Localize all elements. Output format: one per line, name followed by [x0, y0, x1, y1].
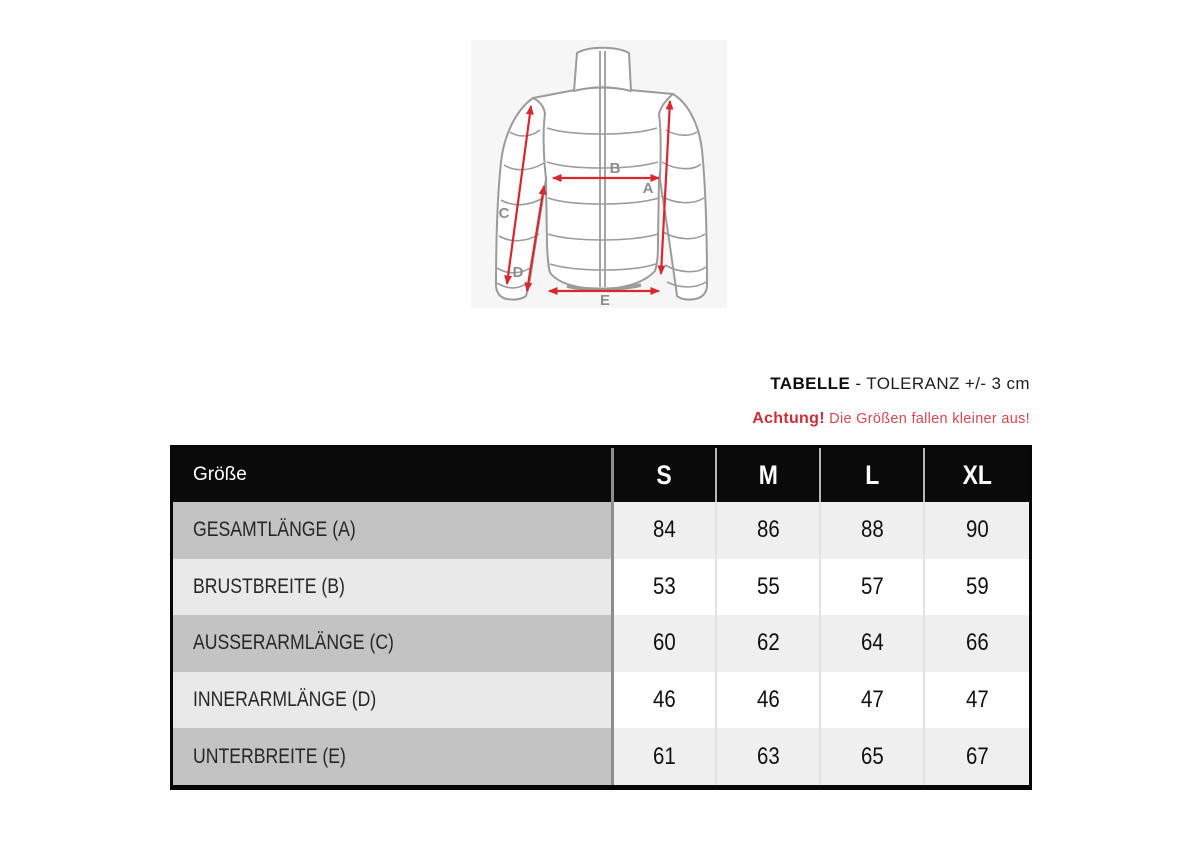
cell-brustbreite-xl: 59 — [923, 559, 1029, 616]
warning-note — [752, 410, 1030, 428]
row-label-ausserarmlaenge: AUSSERARMLÄNGE (C) — [173, 615, 611, 672]
cell-unterbreite-m: 63 — [715, 728, 819, 785]
cell-unterbreite-xl: 67 — [923, 728, 1029, 785]
row-label-brustbreite: BRUSTBREITE (B) — [173, 559, 611, 616]
cell-unterbreite-l: 65 — [819, 728, 923, 785]
size-table-corner-header — [173, 448, 611, 502]
tolerance-note-text: - TOLERANZ +/- 3 cm — [850, 374, 1030, 393]
cell-ausserarmlaenge-l: 64 — [819, 615, 923, 672]
label-a: A — [642, 180, 654, 197]
cell-ausserarmlaenge-xl: 66 — [923, 615, 1029, 672]
jacket-measurement-figure — [471, 40, 727, 308]
size-header-xl: XL — [923, 448, 1029, 502]
jacket-collar — [574, 48, 631, 91]
cell-gesamtlaenge-m: 86 — [715, 502, 819, 559]
cell-brustbreite-l: 57 — [819, 559, 923, 616]
corner-header-label: Größe — [193, 464, 247, 485]
size-header-s: S — [611, 448, 715, 502]
size-table — [170, 445, 1032, 790]
row-label-innerarmlaenge: INNERARMLÄNGE (D) — [173, 672, 611, 729]
right-sleeve-outline — [659, 94, 707, 300]
cell-gesamtlaenge-s: 84 — [611, 502, 715, 559]
label-e: E — [599, 292, 611, 308]
warning-text: Die Größen fallen kleiner aus! — [824, 411, 1030, 427]
label-c: C — [498, 205, 510, 222]
cell-brustbreite-m: 55 — [715, 559, 819, 616]
cell-unterbreite-s: 61 — [611, 728, 715, 785]
label-b: B — [609, 160, 621, 177]
size-header-m: M — [715, 448, 819, 502]
cell-innerarmlaenge-l: 47 — [819, 672, 923, 729]
cell-innerarmlaenge-xl: 47 — [923, 672, 1029, 729]
row-label-gesamtlaenge: GESAMTLÄNGE (A) — [173, 502, 611, 559]
cell-innerarmlaenge-s: 46 — [611, 672, 715, 729]
size-header-l: L — [819, 448, 923, 502]
jacket-diagram — [471, 40, 727, 308]
row-label-unterbreite: UNTERBREITE (E) — [173, 728, 611, 785]
tolerance-note-title: TABELLE — [770, 374, 851, 393]
warning-title: Achtung! — [752, 410, 825, 427]
cell-innerarmlaenge-m: 46 — [715, 672, 819, 729]
label-d: D — [512, 264, 524, 281]
cell-gesamtlaenge-xl: 90 — [923, 502, 1029, 559]
cell-ausserarmlaenge-s: 60 — [611, 615, 715, 672]
tolerance-note — [770, 374, 1030, 394]
cell-brustbreite-s: 53 — [611, 559, 715, 616]
cell-ausserarmlaenge-m: 62 — [715, 615, 819, 672]
cell-gesamtlaenge-l: 88 — [819, 502, 923, 559]
